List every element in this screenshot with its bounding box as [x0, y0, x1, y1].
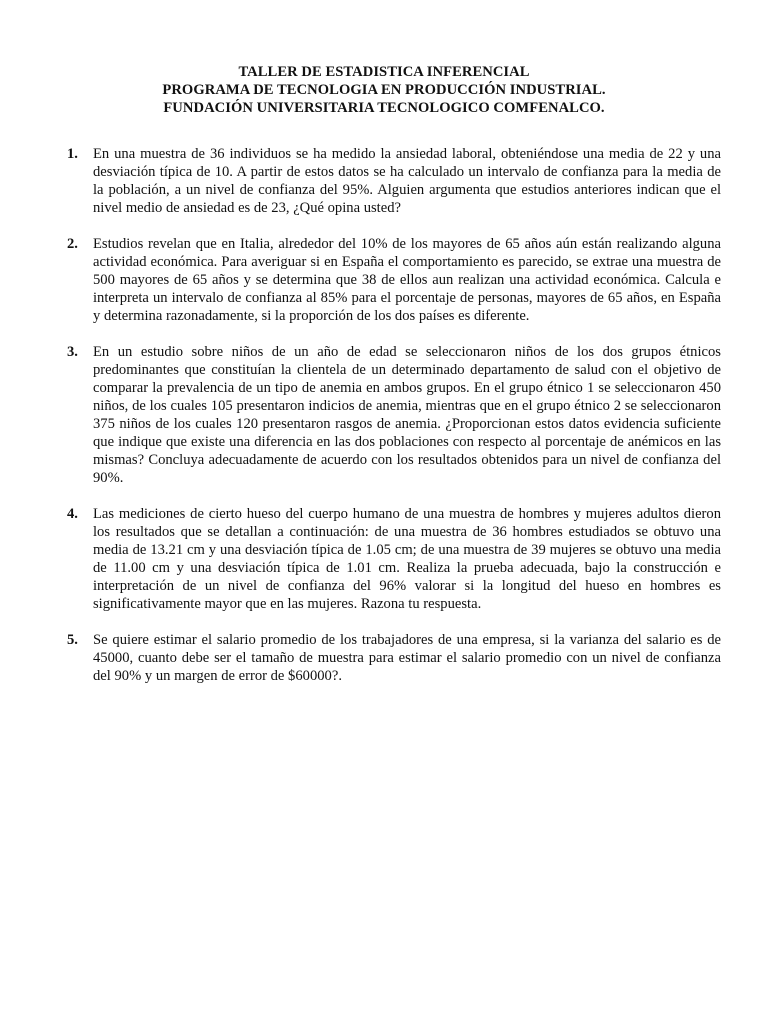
question-text: Estudios revelan que en Italia, alrededor del 10% de los mayores de 65 años aún están realizando alguna actividad económica. Para averiguar si en España el comportamiento es parecido, se extrae una muestra de 500 mayores de 65 años y se determina que 38 de ellos aun realizan una actividad económica. Calcula e interpreta un intervalo de confianza al 85% para el porcentaje de personas, mayores de 65 años, en España y determina razonadamente, si la proporción de los dos países es diferente.	[93, 236, 721, 324]
header-program: PROGRAMA DE TECNOLOGIA EN PRODUCCIÓN INDUSTRIAL.	[162, 82, 606, 98]
question-item-4	[0, 505, 768, 613]
header-title: TALLER DE ESTADISTICA INFERENCIAL	[238, 64, 530, 80]
question-item-2	[0, 235, 768, 325]
question-list	[0, 145, 768, 703]
question-text: En un estudio sobre niños de un año de edad se seleccionaron niños de los dos grupos étnicos predominantes que constituían la clientela de un determinado departamento de salud con el objetivo de comparar la prevalencia de un tipo de anemia en ambos grupos. En el grupo étnico 1 se seleccionaron 450 niños, de los cuales 105 presentaron indicios de anemia, mientras que en el grupo étnico 2 se seleccionaron 375 niños de los cuales 120 presentaron rasgos de anemia. ¿Proporcionan estos datos evidencia suficiente que indique que existe una diferencia en las dos poblaciones con respecto al porcentaje de anémicos en las mismas? Concluya adecuadamente de acuerdo con los resultados obtenidos para un nivel de confianza del 90%.	[93, 344, 721, 486]
question-text: Se quiere estimar el salario promedio de los trabajadores de una empresa, si la varianza del salario es de 45000, cuanto debe ser el tamaño de muestra para estimar el salario promedio con un nivel de confianza del 90% y un margen de error de $60000?.	[93, 632, 721, 684]
question-number: 4.	[67, 506, 78, 522]
question-number: 2.	[67, 236, 78, 252]
question-item-1	[0, 145, 768, 217]
question-number: 5.	[67, 632, 78, 648]
question-number: 3.	[67, 344, 78, 360]
question-item-3	[0, 343, 768, 487]
question-item-5	[0, 631, 768, 685]
question-number: 1.	[67, 146, 78, 162]
question-text: Las mediciones de cierto hueso del cuerpo humano de una muestra de hombres y mujeres adultos dieron los resultados que se detallan a continuación: de una muestra de 36 hombres estudiados se obtuvo una media de 13.21 cm y una desviación típica de 1.05 cm; de una muestra de 39 mujeres se obtuvo una media de 11.00 cm y una desviación típica de 1.01 cm. Realiza la prueba adecuada, bajo la construcción e interpretación de un nivel de confianza del 96% valorar si la longitud del hueso en hombres es significativamente mayor que en las mujeres. Razona tu respuesta.	[93, 506, 721, 612]
question-text: En una muestra de 36 individuos se ha medido la ansiedad laboral, obteniéndose una media de 22 y una desviación típica de 10. A partir de estos datos se ha calculado un intervalo de confianza para la media de la población, a un nivel de confianza del 95%. Alguien argumenta que estudios anteriores indican que el nivel medio de ansiedad es de 23, ¿Qué opina usted?	[93, 146, 721, 216]
header-institution: FUNDACIÓN UNIVERSITARIA TECNOLOGICO COMFENALCO.	[163, 100, 605, 116]
document-header	[0, 63, 768, 117]
